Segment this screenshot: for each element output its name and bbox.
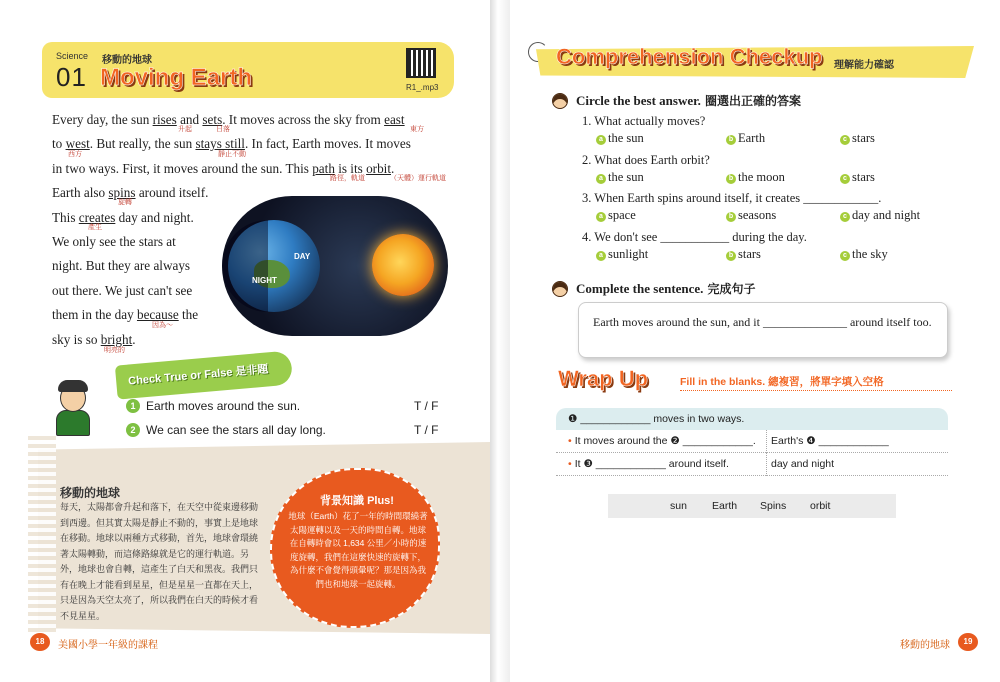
- question-text: 4. We don't see ___________ during the day.: [582, 229, 807, 244]
- table-row: [556, 430, 948, 453]
- answer-option[interactable]: b Earth: [726, 131, 765, 146]
- answer-option[interactable]: c stars: [840, 170, 875, 185]
- wrap-up-header[interactable]: ❶ ____________ moves in two ways.: [556, 408, 948, 430]
- gloss-bright: 明亮的: [104, 347, 125, 354]
- lesson-title-banner: [42, 42, 454, 98]
- wrap-up-instruction: Fill in the blanks. 總複習，將單字填入空格: [680, 376, 884, 388]
- vocab-word: because: [136, 307, 179, 323]
- reading-text: around itself.: [135, 185, 209, 201]
- reading-text: . In fact, Earth moves. It moves: [244, 136, 411, 152]
- table-cell[interactable]: • It ❸ ____________ around itself.: [568, 458, 729, 470]
- sun-image: [372, 234, 434, 296]
- qr-code-icon[interactable]: [406, 48, 436, 78]
- multiple-choice-questions: [582, 114, 982, 268]
- sentence-text: Earth moves around the sun, and it ______________ around itself too.: [593, 315, 932, 329]
- answer-option[interactable]: b the moon: [726, 170, 785, 185]
- vocab-word: sets: [202, 112, 223, 127]
- wrap-up-table: [556, 408, 948, 476]
- translation-body: 每天，太陽都會升起和落下，在天空中從東邊移動到西邊。但其實太陽是靜止不動的，事實上是地球在移動。地球以兩種方式移動，首先，地球會環繞著太陽轉動，而這條路線就是它的運行軌道。另外，地球也會自轉，這產生了白天和黑夜。我們只有在晚上才能看到星星，但是星星一直都在天上，只是因為天空太亮了，所以我們在白天的時候才看不見星星。: [60, 502, 259, 621]
- table-cell[interactable]: • It moves around the ❷ ____________.: [568, 435, 756, 447]
- true-false-choice[interactable]: T / F: [414, 423, 439, 437]
- true-false-list: [126, 396, 446, 444]
- footer-text: 移動的地球: [900, 640, 950, 651]
- statement-text: We can see the stars all day long.: [146, 423, 326, 437]
- background-knowledge-title: 背景知識 Plus!: [320, 495, 394, 507]
- question-item: [582, 153, 982, 192]
- gloss-creates: 產生: [88, 224, 102, 231]
- heading-zh: 圈選出正確的答案: [704, 94, 801, 108]
- reading-text: is its: [334, 160, 367, 176]
- footer-text: 美國小學一年級的課程: [58, 640, 158, 651]
- reading-line: [52, 108, 444, 132]
- reading-text: in two ways. First, it moves around the sun. This: [52, 160, 313, 176]
- gloss-sets: 日落: [216, 126, 230, 133]
- item-number-badge: 2: [126, 423, 140, 437]
- reading-text: sky is so: [52, 331, 101, 347]
- answer-option[interactable]: c day and night: [840, 208, 920, 223]
- reading-text: Earth also: [52, 185, 109, 201]
- reading-text: .: [391, 160, 395, 176]
- vocab-word: stays still: [195, 136, 245, 152]
- comprehension-title-zh: 理解能力確認: [834, 60, 894, 71]
- reading-line: [52, 157, 444, 181]
- vocab-word: bright: [100, 331, 133, 347]
- wrap-up-banner: [552, 366, 952, 396]
- lesson-title: Moving Earth: [100, 64, 253, 91]
- reading-text: .: [132, 331, 136, 347]
- gloss-rises: 升起: [178, 126, 192, 133]
- comprehension-title: Comprehension Checkup: [556, 44, 823, 69]
- true-false-title: Check True or False 是非題: [127, 363, 269, 388]
- question-text: 3. When Earth spins around itself, it creates ____________.: [582, 191, 882, 205]
- background-knowledge-body: 地球（Earth）花了一年的時間環繞著太陽運轉以及一天的時間自轉。地球在自轉時會以 1,634 公里／小時的速度旋轉，我們在這麼快速的旋轉下，為什麼不會覺得頭暈呢？那是因為我們也和地球一起旋轉。: [288, 511, 428, 589]
- circle-answer-heading: [576, 92, 801, 109]
- vocab-word: rises: [152, 112, 177, 127]
- reading-text: out there. We just can't see: [52, 282, 193, 298]
- word-bank-item: sun: [670, 500, 687, 512]
- statement-text: Earth moves around the sun.: [146, 399, 301, 413]
- sentence-box[interactable]: [578, 302, 948, 358]
- reading-text: and: [176, 112, 203, 127]
- question-item: [582, 114, 982, 153]
- vocab-word: creates: [78, 209, 116, 225]
- gloss-west: 西方: [68, 151, 82, 158]
- teacher-body: [56, 410, 90, 436]
- reading-text: . But really, the sun: [89, 136, 196, 152]
- reading-text: This: [52, 209, 79, 225]
- reading-text: night. But they are always: [52, 258, 191, 274]
- answer-option[interactable]: c stars: [840, 131, 875, 146]
- answer-option[interactable]: c the sky: [840, 247, 888, 262]
- translation-title: 移動的地球: [60, 486, 121, 500]
- gloss-spins: 旋轉: [118, 199, 132, 206]
- reading-text: day and night.: [115, 209, 194, 225]
- heading-zh: 完成句子: [707, 282, 756, 296]
- true-false-item: [126, 396, 446, 420]
- earth-sun-illustration: [222, 196, 448, 336]
- teacher-hair: [58, 380, 88, 392]
- vocab-word: spins: [108, 185, 136, 201]
- student-avatar-icon: [552, 93, 568, 109]
- right-page: [510, 0, 1000, 682]
- complete-sentence-heading: [576, 280, 755, 297]
- reading-line: [52, 132, 444, 156]
- subject-label: Science: [56, 51, 89, 61]
- perforated-edge: [28, 436, 56, 636]
- word-bank-item: Earth: [712, 500, 738, 512]
- question-text: 2. What does Earth orbit?: [582, 152, 710, 167]
- true-false-item: [126, 420, 446, 444]
- gloss-orbit: （天體）運行軌道: [390, 175, 446, 182]
- answer-option[interactable]: b seasons: [726, 208, 776, 223]
- true-false-choice[interactable]: T / F: [414, 399, 439, 413]
- heading-en: Complete the sentence.: [576, 281, 704, 296]
- table-row: [556, 453, 948, 476]
- heading-en: Circle the best answer.: [576, 93, 701, 108]
- vocab-word: path: [312, 160, 335, 176]
- gloss-path: 路徑，軌道: [330, 175, 365, 182]
- answer-option[interactable]: a space: [596, 208, 636, 223]
- question-item: [582, 191, 982, 230]
- reading-text: to: [52, 136, 66, 152]
- question-text: 1. What actually moves?: [582, 114, 706, 128]
- day-label: DAY: [294, 252, 311, 261]
- word-bank-item: orbit: [810, 500, 831, 512]
- wrap-up-title: Wrap Up: [558, 366, 649, 391]
- reading-text: . It moves across the sky from: [222, 112, 385, 127]
- vocab-word: west: [65, 136, 90, 152]
- lesson-title-zh: 移動的地球: [102, 55, 152, 66]
- lesson-number: 01: [56, 62, 87, 92]
- word-bank: [608, 494, 896, 518]
- table-cell: day and night: [766, 453, 834, 476]
- teacher-illustration: [44, 380, 102, 438]
- dotted-underline: [680, 390, 952, 391]
- page-number: 18: [30, 633, 50, 651]
- gloss-stays-still: 靜止不動: [218, 151, 246, 158]
- student-avatar-icon: [552, 281, 568, 297]
- reading-text: Every day, the sun: [52, 112, 153, 127]
- reading-text: them in the day: [52, 307, 137, 323]
- word-bank-item: Spins: [760, 500, 787, 512]
- gloss-east: 東方: [410, 126, 424, 133]
- book-spine-shadow: [490, 0, 510, 682]
- reading-text: We only see the stars at: [52, 233, 176, 249]
- vocab-word: east: [384, 112, 405, 127]
- vocab-word: orbit: [366, 160, 391, 176]
- night-label: NIGHT: [252, 276, 277, 285]
- answer-option[interactable]: a the sun: [596, 170, 644, 185]
- answer-option[interactable]: b stars: [726, 247, 761, 262]
- page-number: 19: [958, 633, 978, 651]
- question-item: [582, 230, 982, 269]
- answer-option[interactable]: a sunlight: [596, 247, 648, 262]
- table-cell[interactable]: Earth's ❹ ____________: [766, 430, 889, 453]
- answer-option[interactable]: a the sun: [596, 131, 644, 146]
- reading-text: the: [178, 307, 199, 323]
- true-false-banner: [115, 350, 293, 399]
- background-knowledge-badge: [270, 468, 440, 628]
- item-number-badge: 1: [126, 399, 140, 413]
- audio-file-label: R1_.mp3: [406, 83, 439, 92]
- gloss-because: 因為～: [152, 322, 173, 329]
